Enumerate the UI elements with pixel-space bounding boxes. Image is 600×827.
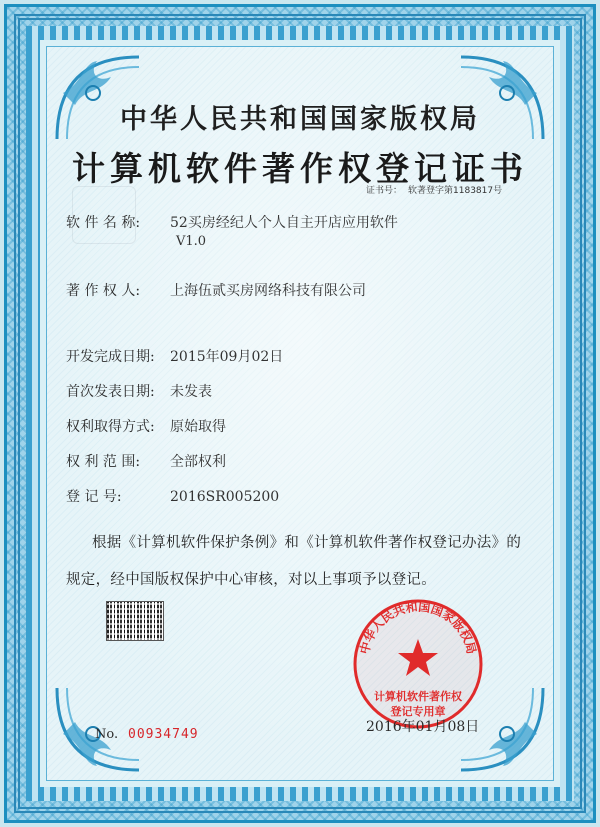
field-label: 软 件 名 称: (66, 215, 141, 231)
field-value: 未发表 (170, 384, 212, 400)
field-owner (66, 280, 366, 300)
field-value: 2016SR005200 (170, 489, 280, 505)
certificate-number-label: 证书号： (366, 186, 403, 196)
certificate-title: 计算机软件著作权登记证书 (72, 149, 528, 188)
field-registration-number (66, 486, 279, 506)
field-value: 原始取得 (170, 419, 226, 435)
seal-ring-text: 中华人民共和国国家版权局 (357, 599, 479, 656)
certificate-number-value: 软著登字第1183817号 (408, 186, 503, 196)
seal-line-2: 登记专用章 (390, 705, 446, 718)
certificate-number (366, 183, 508, 196)
field-value: 52买房经纪人个人自主开店应用软件 (170, 215, 398, 231)
seal-line-1: 计算机软件著作权 (374, 690, 462, 703)
issuing-authority: 中华人民共和国国家版权局 (120, 104, 480, 135)
field-label: 权利取得方式: (66, 419, 155, 435)
qr-code-icon (106, 601, 164, 641)
field-dev-date (66, 346, 283, 366)
field-label: 首次发表日期: (66, 384, 155, 400)
field-value: 上海伍贰买房网络科技有限公司 (170, 283, 366, 299)
field-value: 全部权利 (170, 454, 226, 470)
field-rights-method (66, 416, 226, 436)
field-label: 著 作 权 人: (66, 283, 141, 299)
field-software-version: V1.0 (176, 234, 207, 249)
serial-number-value: 00934749 (128, 727, 199, 742)
official-seal-icon (351, 597, 485, 731)
field-label: 权 利 范 围: (66, 454, 141, 470)
field-label: 登 记 号: (66, 489, 122, 505)
serial-number-label: No. (95, 727, 119, 742)
issue-date: 2016年01月08日 (366, 719, 480, 735)
body-text-line-1: 根据《计算机软件保护条例》和《计算机软件著作权登记办法》的 (92, 535, 522, 551)
body-text-line-2: 规定，经中国版权保护中心审核，对以上事项予以登记。 (66, 572, 436, 588)
field-label: 开发完成日期: (66, 349, 155, 365)
field-publish-date (66, 381, 212, 401)
field-value: 2015年09月02日 (170, 349, 284, 365)
field-rights-scope (66, 451, 226, 471)
field-software-name (66, 212, 398, 232)
